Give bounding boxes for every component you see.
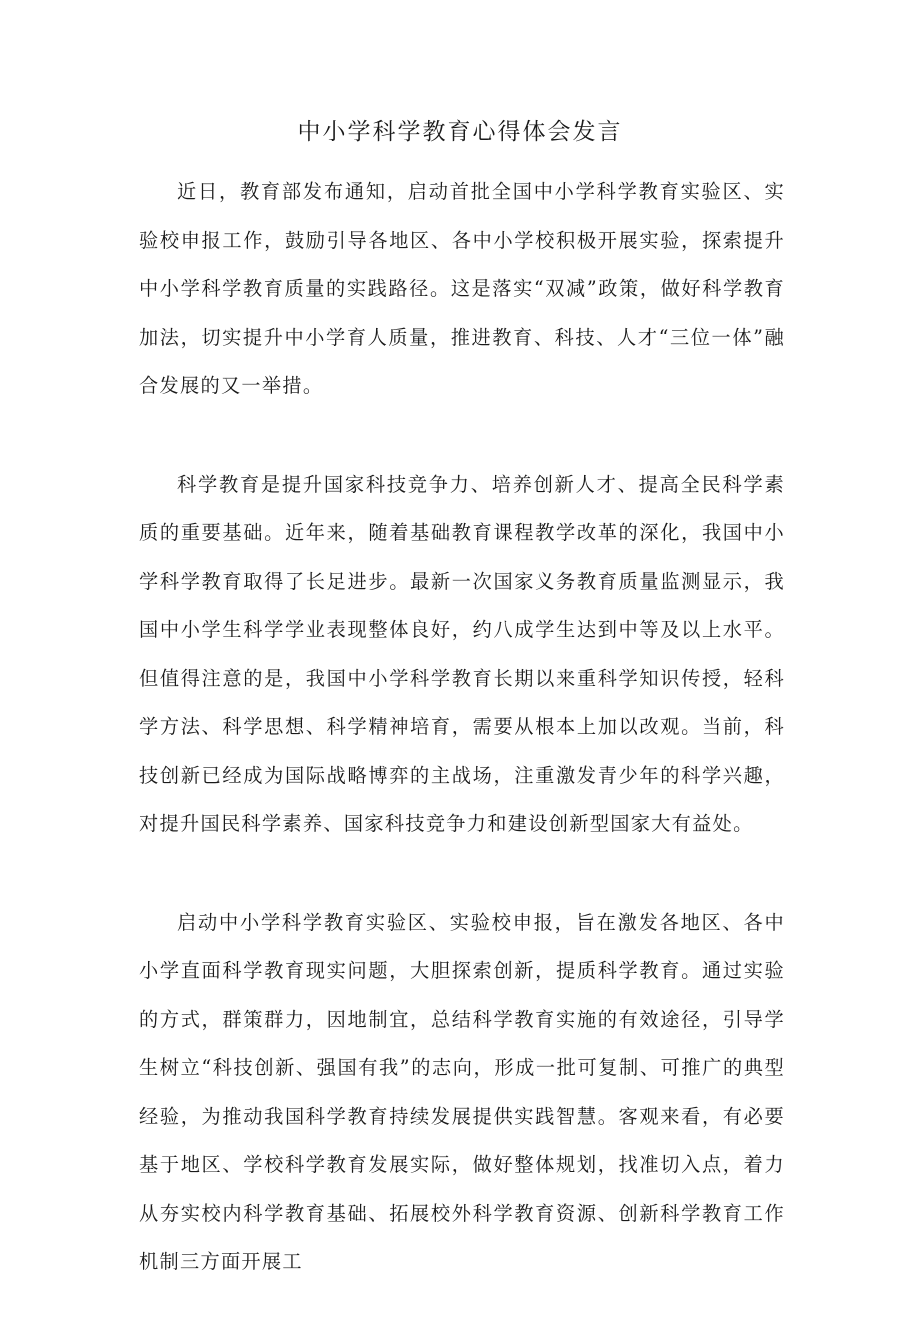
paragraph-1: 近日，教育部发布通知，启动首批全国中小学科学教育实验区、实验校申报工作，鼓励引导各地区、各中小学校积极开展实验，探索提升中小学科学教育质量的实践路径。这是落实“双减”政策，做好科学教育加法，切实提升中小学育人质量，推进教育、科技、人才“三位一体”融合发展的又一举措。 (139, 180, 785, 397)
paragraph-2: 科学教育是提升国家科技竞争力、培养创新人才、提高全民科学素质的重要基础。近年来，随着基础教育课程教学改革的深化，我国中小学科学教育取得了长足进步。最新一次国家义务教育质量监测显示，我国中小学生科学学业表现整体良好，约八成学生达到中等及以上水平。但值得注意的是，我国中小学科学教育长期以来重科学知识传授，轻科学方法、科学思想、科学精神培育，需要从根本上加以改观。当前，科技创新已经成为国际战略博弈的主战场，注重激发青少年的科学兴趣，对提升国民科学素养、国家科技竞争力和建设创新型国家大有益处。 (139, 472, 785, 835)
document-body (139, 168, 785, 1337)
document-title: 中小学科学教育心得体会发言 (297, 119, 623, 145)
paragraph-3: 启动中小学科学教育实验区、实验校申报，旨在激发各地区、各中小学直面科学教育现实问题，大胆探索创新，提质科学教育。通过实验的方式，群策群力，因地制宜，总结科学教育实施的有效途径，引导学生树立“科技创新、强国有我”的志向，形成一批可复制、可推广的典型经验，为推动我国科学教育持续发展提供实践智慧。客观来看，有必要基于地区、学校科学教育发展实际，做好整体规划，找准切入点，着力从夯实校内科学教育基础、拓展校外科学教育资源、创新科学教育工作机制三方面开展工 (139, 910, 785, 1273)
